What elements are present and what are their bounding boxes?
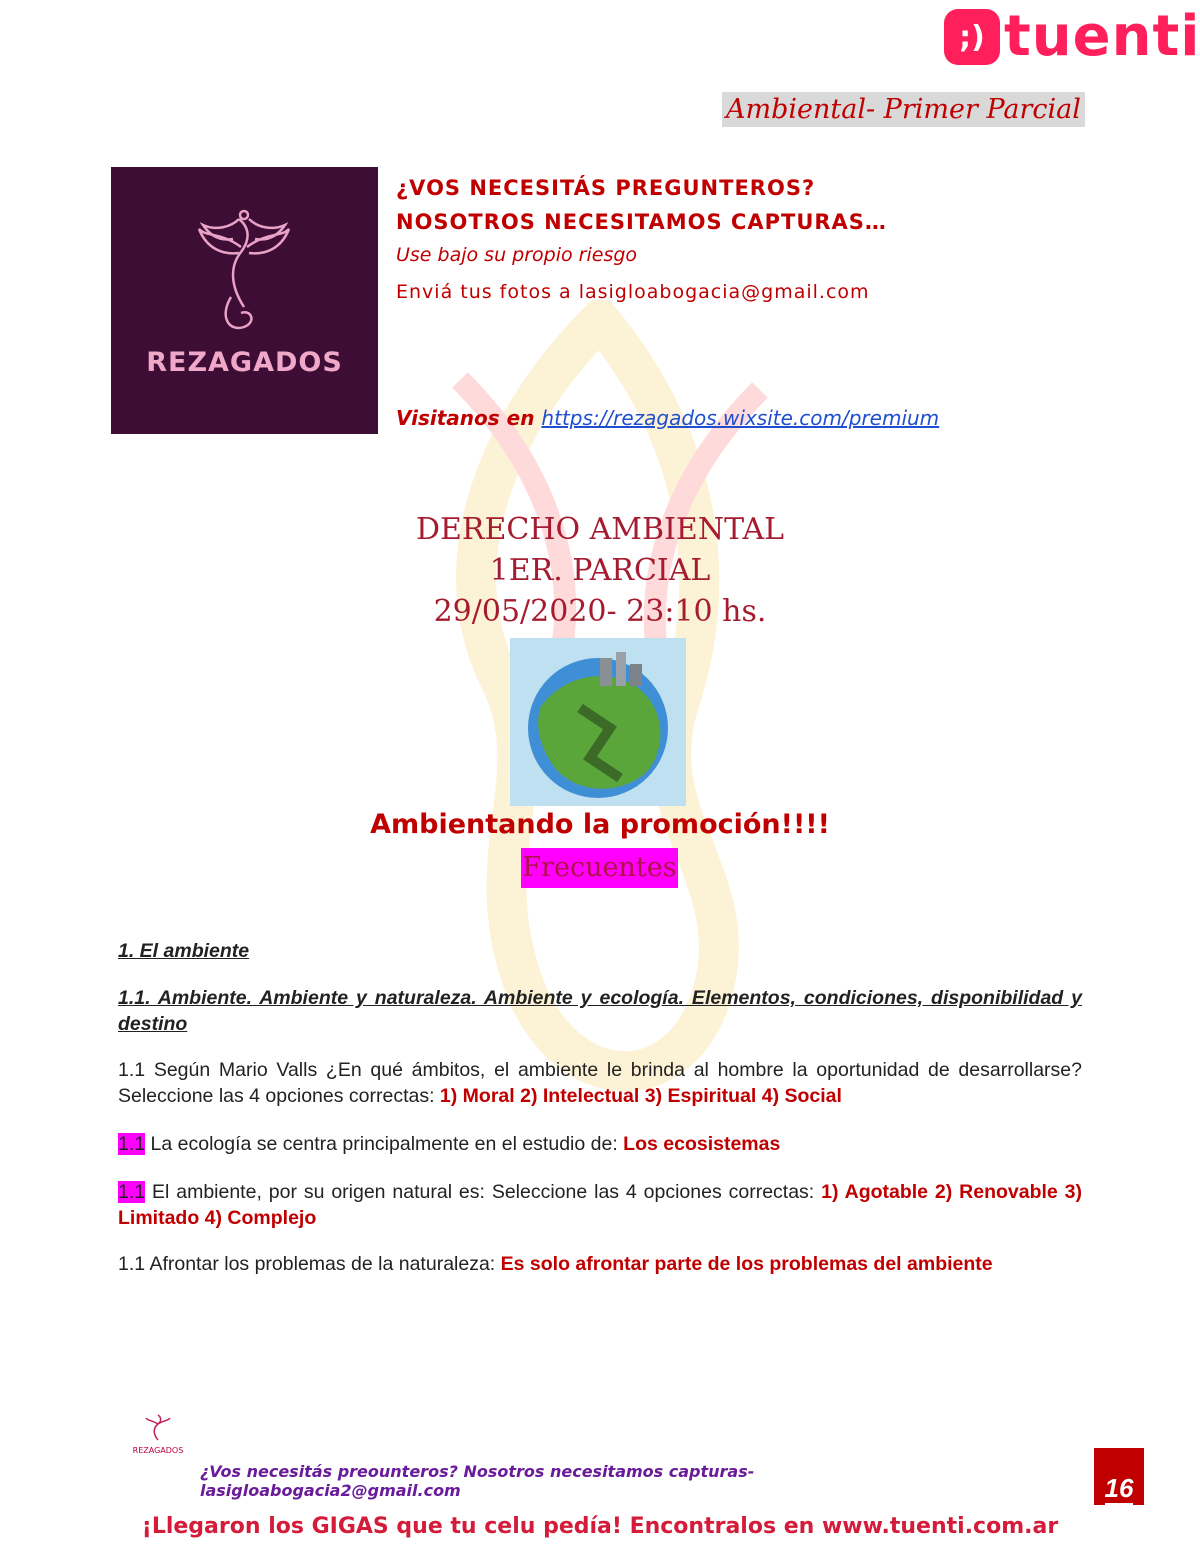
question-number: 1.1 <box>118 1253 146 1275</box>
section-heading: 1. El ambiente <box>118 940 250 962</box>
promo-line-3: Use bajo su propio riesgo <box>396 244 638 266</box>
phoenix-icon <box>111 167 378 347</box>
question-text: La ecología se centra principalmente en el estudio de: <box>145 1133 624 1155</box>
tuenti-wordmark: tuenti <box>1004 4 1200 69</box>
question-answer: 1) Agotable 2) Renovable 3) Limitado 4) Complejo <box>118 1181 1082 1229</box>
page-number-text: 16 <box>1104 1473 1134 1503</box>
question-answer: Es solo afrontar parte de los problemas del ambiente <box>500 1253 993 1275</box>
document-tag: Ambiental- Primer Parcial <box>722 92 1085 127</box>
page-number <box>1094 1448 1144 1505</box>
promo-line-1: ¿VOS NECESITÁS PREGUNTEROS? <box>396 176 816 200</box>
tuenti-logo <box>944 6 1200 68</box>
footer-logo <box>128 1412 188 1455</box>
question-4 <box>118 1251 1082 1277</box>
question-text: El ambiente, por su origen natural es: Seleccione las 4 opciones correctas: <box>145 1181 822 1203</box>
title-line-2: 1ER. PARCIAL <box>489 553 711 588</box>
visit-link[interactable]: https://rezagados.wixsite.com/premium <box>541 406 940 430</box>
question-text: Según Mario Valls ¿En qué ámbitos, el ambiente le brinda al hombre la oportunidad de desarrollarse? Seleccione las 4 opciones correctas: <box>118 1059 1082 1107</box>
visit-label: Visitanos en <box>396 406 542 430</box>
footer-banner: ¡Llegaron los GIGAS que tu celu pedía! Encontralos en www.tuenti.com.ar <box>141 1514 1059 1539</box>
question-number: 1.1 <box>118 1133 146 1155</box>
rezagados-logo <box>111 167 378 434</box>
title-line-3: 29/05/2020- 23:10 hs. <box>433 594 767 629</box>
frequent-badge: Frecuentes <box>521 848 678 888</box>
footer-line: ¿Vos necesitás preounteros? Nosotros necesitamos capturas- lasigloabogacia2@gmail.com <box>200 1462 755 1500</box>
question-answer: 1) Moral 2) Intelectual 3) Espiritual 4) Social <box>439 1085 842 1107</box>
question-2 <box>118 1131 1082 1157</box>
question-number: 1.1 <box>118 1059 146 1081</box>
globe-image <box>510 638 686 806</box>
slogan: Ambientando la promoción!!!! <box>370 809 830 840</box>
footer-logo-text: REZAGADOS <box>132 1446 184 1455</box>
question-text: Afrontar los problemas de la naturaleza: <box>145 1253 501 1275</box>
promo-line-2: NOSOTROS NECESITAMOS CAPTURAS… <box>396 210 887 234</box>
question-3 <box>118 1179 1082 1231</box>
tuenti-badge-icon: ;) <box>944 9 1000 65</box>
phoenix-small-icon <box>143 1412 173 1444</box>
question-number: 1.1 <box>118 1181 146 1203</box>
question-answer: Los ecosistemas <box>623 1133 781 1155</box>
promo-line-4: Enviá tus fotos a lasigloabogacia@gmail.com <box>396 281 870 303</box>
visit-line <box>396 406 939 430</box>
title-line-1: DERECHO AMBIENTAL <box>415 512 785 547</box>
subsection-heading: 1.1. Ambiente. Ambiente y naturaleza. Ambiente y ecología. Elementos, condiciones, disponibilidad y destino <box>118 987 1082 1035</box>
question-1 <box>118 1057 1082 1109</box>
logo-text: REZAGADOS <box>146 347 343 378</box>
